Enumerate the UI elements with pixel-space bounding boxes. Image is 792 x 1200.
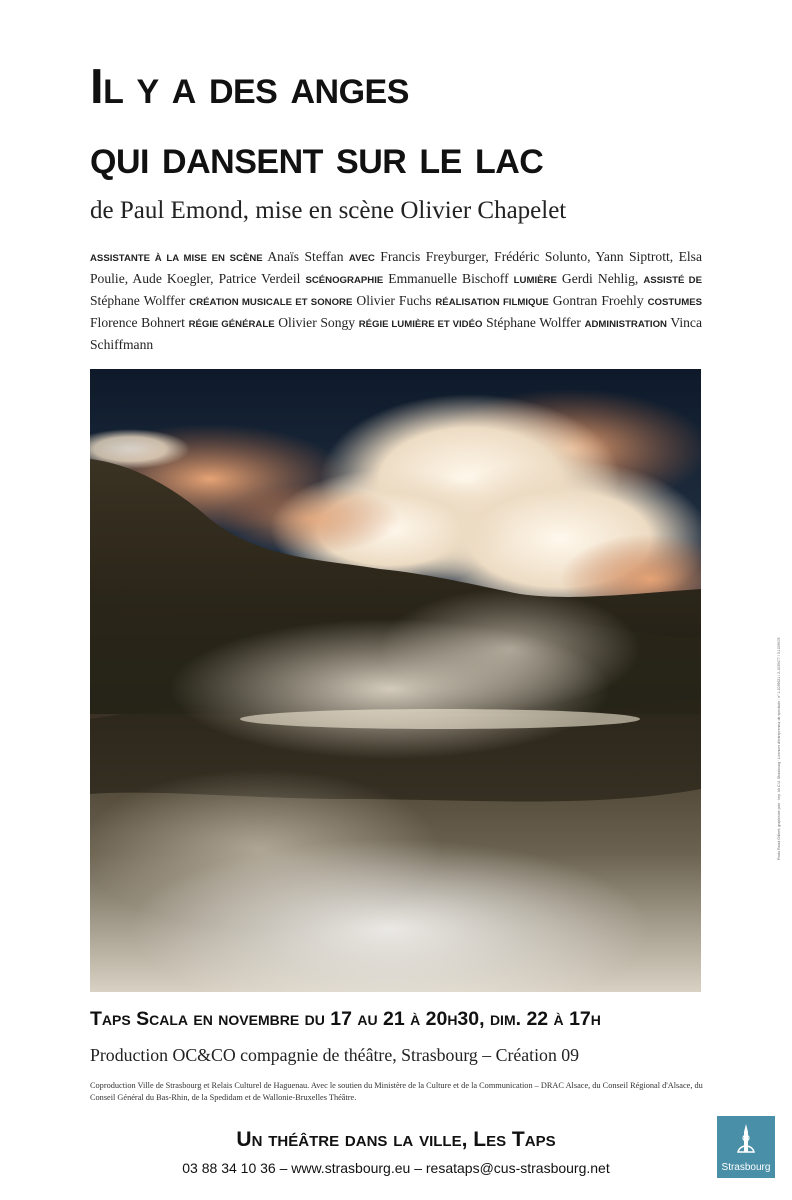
coproduction-notice: Coproduction Ville de Strasbourg et Relais Culturel de Haguenau. Avec le soutien du Ministère de la Culture et de la Communication – DRAC Alsace, du Conseil Régional d'Alsace, du Conseil Général du Bas-Rhin, de la Spedidam et de Wallonie-Bruxelles Théâtre. — [90, 1081, 703, 1102]
contact-info: 03 88 34 10 36 – www.strasbourg.eu – resataps@cus-strasbourg.net — [182, 1160, 610, 1176]
credit-role: AVEC — [348, 253, 375, 264]
credit-names: Stéphane Wolffer — [482, 315, 585, 330]
poster-title-line-2: qui dansent sur le lac — [90, 130, 544, 184]
credit-names: Olivier Fuchs — [352, 293, 436, 308]
credit-role: CRÉATION MUSICALE ET SONORE — [189, 297, 353, 308]
lake-landscape-illustration — [90, 369, 701, 992]
credit-names: Stéphane Wolffer — [90, 293, 190, 308]
poster-title — [90, 52, 730, 192]
production-line: Production OC&CO compagnie de théâtre, Strasbourg – Création 09 — [90, 1045, 580, 1065]
poster-title-line-1: Il y a des anges — [90, 60, 409, 114]
credits-block — [90, 247, 702, 355]
credit-role: ADMINISTRATION — [584, 319, 667, 330]
credit-role: LUMIÈRE — [513, 275, 557, 286]
credit-names: Francis Freyburger, Frédéric Solunto, Yann Siptrott, Elsa Poulie, Aude Koegler, Patrice Verdeil — [90, 249, 702, 286]
credit-names: Gontran Froehly — [548, 293, 648, 308]
credit-names: Gerdi Nehlig, — [556, 271, 644, 286]
credit-names: Anaïs Steffan — [262, 249, 349, 264]
footer-tagline: Un théâtre dans la ville, Les Taps — [236, 1128, 556, 1151]
credit-role: RÉGIE LUMIÈRE ET VIDÉO — [358, 319, 483, 330]
credit-names: Florence Bohnert — [90, 315, 189, 330]
poster-subtitle: de Paul Emond, mise en scène Olivier Chapelet — [90, 197, 567, 224]
credit-role: ASSISTÉ DE — [643, 275, 703, 286]
credit-role: RÉGIE GÉNÉRALE — [188, 319, 275, 330]
credit-names: Emmanuelle Bischoff — [383, 271, 514, 286]
credit-role: RÉALISATION FILMIQUE — [435, 297, 549, 308]
side-credit: Photo Raoul Gilibert, graphisme polo · Imp. bb C.U. Strasbourg · Licences d'entrepreneur de spectacle : n° 1-1039621 / 2-1039477 / 3-1039478 — [777, 637, 781, 860]
poster-photo-lake-mountains — [90, 369, 701, 992]
performance-dates: Taps Scala en novembre du 17 au 21 à 20h30, dim. 22 à 17h — [90, 1008, 601, 1030]
credit-names: Olivier Songy — [274, 315, 359, 330]
strasbourg-cathedral-icon — [734, 1122, 758, 1156]
logo-text: Strasbourg — [721, 1162, 771, 1173]
credit-role: SCÉNOGRAPHIE — [305, 275, 384, 286]
strasbourg-logo — [717, 1116, 775, 1178]
credit-names: Vinca Schiffmann — [90, 315, 703, 352]
credit-role: ASSISTANTE À LA MISE EN SCÈNE — [90, 253, 263, 264]
credit-role: COSTUMES — [647, 297, 702, 308]
